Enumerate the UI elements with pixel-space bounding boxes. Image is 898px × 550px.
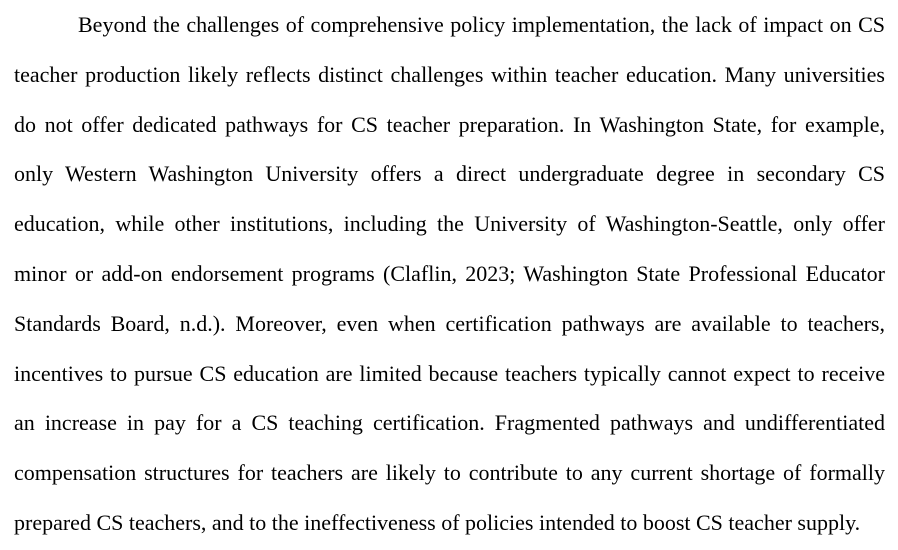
paragraph-line: education, while other institutions, including the University of Washington-Seattle, only offer [14,211,885,237]
paragraph-line: minor or add-on endorsement programs (Claflin, 2023; Washington State Professional Educator [14,260,885,286]
paragraph-line: only Western Washington University offers a direct undergraduate degree in secondary CS [14,161,885,187]
paragraph-line: teacher production likely reflects distinct challenges within teacher education. Many universities [14,61,885,87]
paragraph-line: compensation structures for teachers are likely to contribute to any current shortage of formally [14,460,885,486]
paragraph-line: Standards Board, n.d.). Moreover, even when certification pathways are available to teachers, [14,310,885,336]
paragraph-line: an increase in pay for a CS teaching certification. Fragmented pathways and undifferentiated [14,410,885,436]
paragraph-line: Beyond the challenges of comprehensive policy implementation, the lack of impact on CS [78,12,885,37]
paragraph-line: do not offer dedicated pathways for CS teacher preparation. In Washington State, for example, [14,111,885,137]
paragraph-line: prepared CS teachers, and to the ineffectiveness of policies intended to boost CS teacher supply. [14,509,861,535]
paragraph-line: incentives to pursue CS education are limited because teachers typically cannot expect to receive [14,360,885,386]
